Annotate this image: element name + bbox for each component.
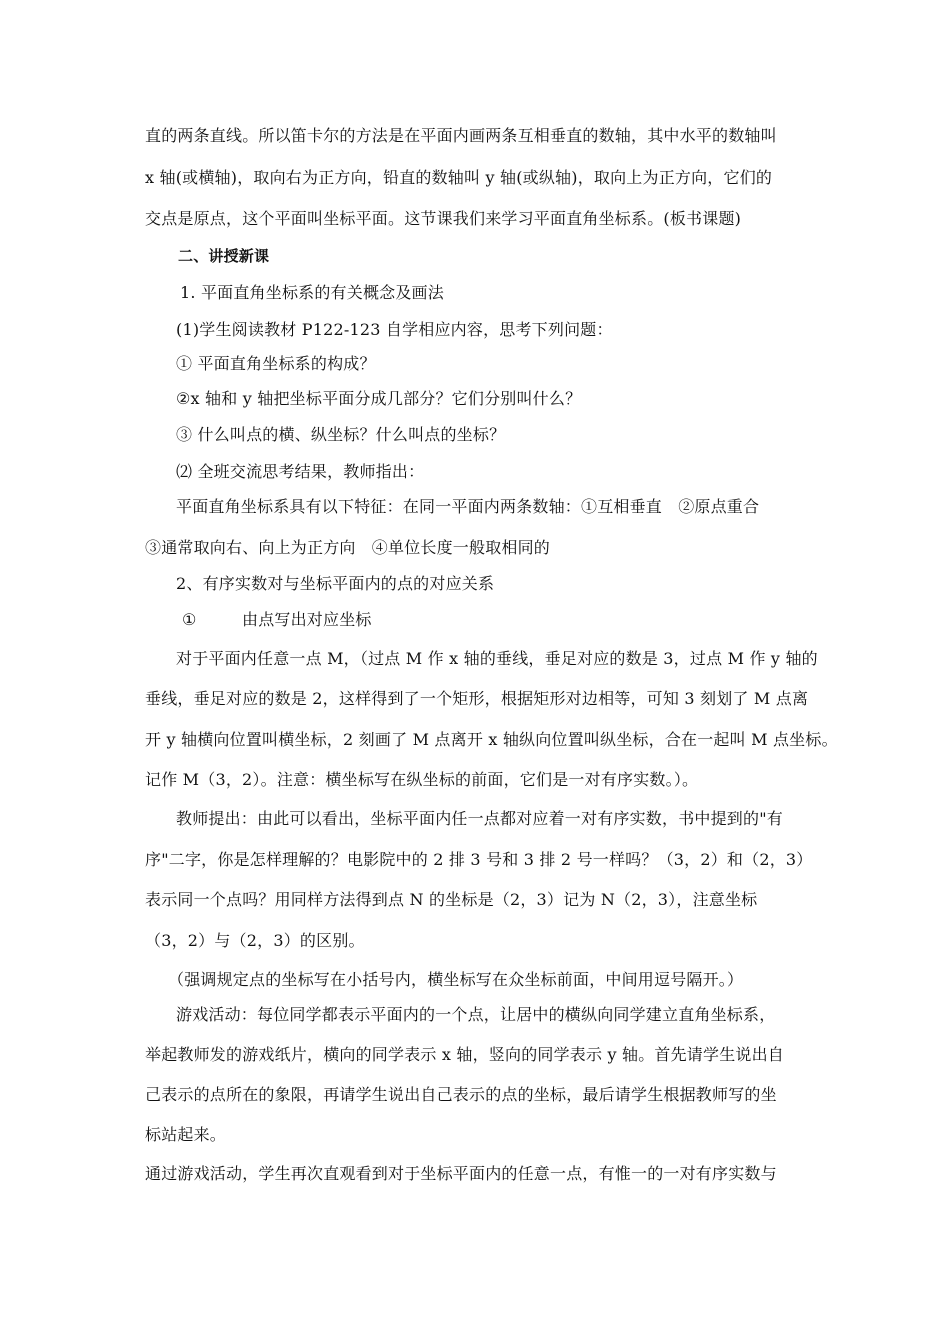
list-marker: ① [182,610,197,629]
paragraph-line: 序"二字，你是怎样理解的？电影院中的 2 排 3 号和 3 排 2 号一样吗？（3，2）和（2，3） [145,850,813,869]
paragraph-line: 游戏活动：每位同学都表示平面内的一个点，让居中的横纵向同学建立直角坐标系， [176,1005,776,1024]
question-item: ① 平面直角坐标系的构成？ [176,354,376,373]
paragraph-line: （强调规定点的坐标写在小括号内，横坐标写在众坐标前面，中间用逗号隔开。） [168,970,744,989]
section-heading: 二、讲授新课 [178,247,270,265]
paragraph-line: 对于平面内任意一点 M，（过点 M 作 x 轴的垂线，垂足对应的数是 3，过点 M 作 y 轴的 [176,649,818,668]
list-item-label: 由点写出对应坐标 [242,610,372,629]
paragraph-line: 通过游戏活动，学生再次直观看到对于坐标平面内的任意一点，有惟一的一对有序实数与 [145,1164,777,1183]
paragraph-line: ⑵ 全班交流思考结果，教师指出： [176,462,425,481]
paragraph-line: 开 y 轴横向位置叫横坐标，2 刻画了 M 点离开 x 轴纵向位置叫纵坐标，合在一起叫 M 点坐标。 [145,730,838,749]
paragraph-line: 平面直角坐标系具有以下特征：在同一平面内两条数轴：①互相垂直 ②原点重合 [176,497,760,516]
paragraph-line: (1)学生阅读教材 P122-123 自学相应内容，思考下列问题： [176,320,613,339]
paragraph-line: x 轴(或横轴)，取向右为正方向，铅直的数轴叫 y 轴(或纵轴)，取向上为正方向，它们的 [145,168,773,187]
paragraph-line: 垂线，垂足对应的数是 2，这样得到了一个矩形，根据矩形对边相等，可知 3 刻划了 M 点离 [145,689,809,708]
subsection-heading: 2、有序实数对与坐标平面内的点的对应关系 [176,574,495,593]
question-item: ③ 什么叫点的横、纵坐标？什么叫点的坐标？ [176,425,506,444]
paragraph-line: 标站起来。 [145,1125,227,1144]
paragraph-line: 表示同一个点吗？用同样方法得到点 N 的坐标是（2，3）记为 N（2，3），注意坐标 [145,890,758,909]
paragraph-line: 教师提出：由此可以看出，坐标平面内任一点都对应着一对有序实数，书中提到的"有 [176,809,783,828]
paragraph-line: 己表示的点所在的象限，再请学生说出自己表示的点的坐标，最后请学生根据教师写的坐 [145,1085,777,1104]
paragraph-line: 记作 M（3，2）。注意：横坐标写在纵坐标的前面，它们是一对有序实数。）。 [145,770,699,789]
subsection-heading: 1. 平面直角坐标系的有关概念及画法 [180,283,444,302]
paragraph-line: 举起教师发的游戏纸片，横向的同学表示 x 轴，竖向的同学表示 y 轴。首先请学生说出自 [145,1045,785,1064]
paragraph-line: （3，2）与（2，3）的区别。 [145,931,365,950]
question-item: ②x 轴和 y 轴把坐标平面分成几部分？它们分别叫什么？ [176,389,582,408]
paragraph-line: ③通常取向右、向上为正方向 ④单位长度一般取相同的 [145,538,551,557]
paragraph-line: 交点是原点，这个平面叫坐标平面。这节课我们来学习平面直角坐标系。(板书课题) [145,209,742,228]
paragraph-line: 直的两条直线。所以笛卡尔的方法是在平面内画两条互相垂直的数轴，其中水平的数轴叫 [145,126,777,145]
